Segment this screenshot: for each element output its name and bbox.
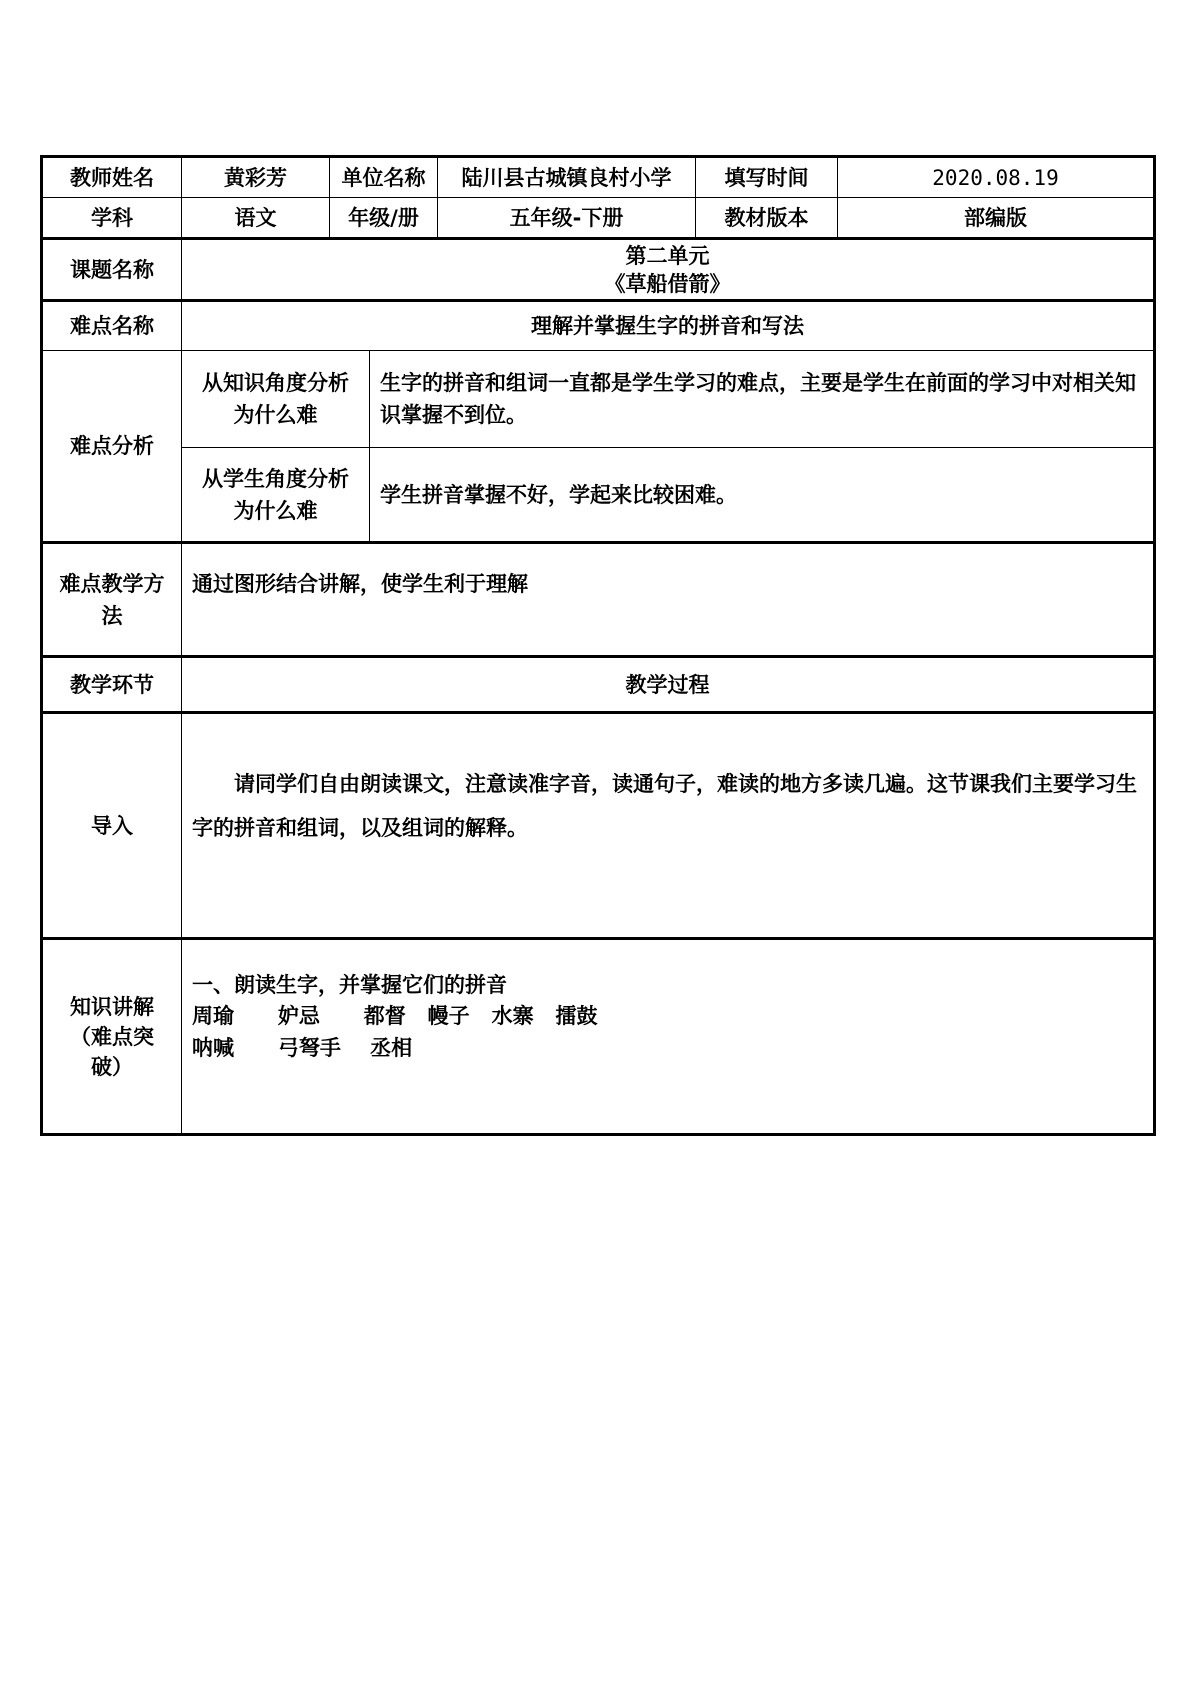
- knowledge-angle-label: 从知识角度分析为什么难: [182, 351, 370, 448]
- intro-row: [42, 713, 1155, 939]
- time-label: 填写时间: [696, 157, 838, 198]
- knowledge-content: [182, 939, 1155, 1135]
- unit-value: 陆川县古城镇良村小学: [438, 157, 696, 198]
- analysis-label: 难点分析: [42, 351, 182, 543]
- intro-label: 导入: [42, 713, 182, 939]
- time-value: 2020.08.19: [838, 157, 1155, 198]
- topic-line-2: 《草船借箭》: [604, 271, 731, 296]
- topic-label: 课题名称: [42, 239, 182, 301]
- process-label: 教学环节: [42, 657, 182, 713]
- difficulty-row: [42, 301, 1155, 351]
- subject-value: 语文: [182, 198, 330, 239]
- knowledge-label: 知识讲解（难点突破）: [42, 939, 182, 1135]
- edition-label: 教材版本: [696, 198, 838, 239]
- lesson-plan-table: [40, 155, 1156, 1136]
- difficulty-value: 理解并掌握生字的拼音和写法: [182, 301, 1155, 351]
- grade-label: 年级/册: [330, 198, 438, 239]
- intro-value: 请同学们自由朗读课文，注意读准字音，读通句子，难读的地方多读几遍。这节课我们主要学习生字的拼音和组词，以及组词的解释。: [182, 713, 1155, 939]
- unit-label: 单位名称: [330, 157, 438, 198]
- student-angle-value: 学生拼音掌握不好，学起来比较困难。: [370, 448, 1155, 543]
- topic-row: [42, 239, 1155, 301]
- method-row: [42, 543, 1155, 657]
- knowledge-angle-value: 生字的拼音和组词一直都是学生学习的难点，主要是学生在前面的学习中对相关知识掌握不到位。: [370, 351, 1155, 448]
- grade-value: 五年级-下册: [438, 198, 696, 239]
- method-value: 通过图形结合讲解，使学生利于理解: [182, 543, 1155, 657]
- student-angle-label: 从学生角度分析为什么难: [182, 448, 370, 543]
- subject-label: 学科: [42, 198, 182, 239]
- process-value: 教学过程: [182, 657, 1155, 713]
- method-label: 难点教学方法: [42, 543, 182, 657]
- teacher-label: 教师姓名: [42, 157, 182, 198]
- topic-value: [182, 239, 1155, 301]
- topic-line-1: 第二单元: [625, 243, 710, 268]
- lesson-plan-sheet: [40, 155, 1153, 1136]
- knowledge-row: [42, 939, 1155, 1135]
- word-list-row-2: 呐喊 弓弩手 丞相: [192, 1036, 413, 1060]
- word-list-row-1: 周瑜 妒忌 都督 幔子 水寨 擂鼓: [192, 1004, 598, 1028]
- edition-value: 部编版: [838, 198, 1155, 239]
- header-row-2: [42, 198, 1155, 239]
- header-row-1: [42, 157, 1155, 198]
- teacher-value: 黄彩芳: [182, 157, 330, 198]
- analysis-row-student: [42, 448, 1155, 543]
- analysis-row-knowledge: [42, 351, 1155, 448]
- knowledge-heading: 一、朗读生字，并掌握它们的拼音: [192, 973, 507, 997]
- process-row: [42, 657, 1155, 713]
- difficulty-label: 难点名称: [42, 301, 182, 351]
